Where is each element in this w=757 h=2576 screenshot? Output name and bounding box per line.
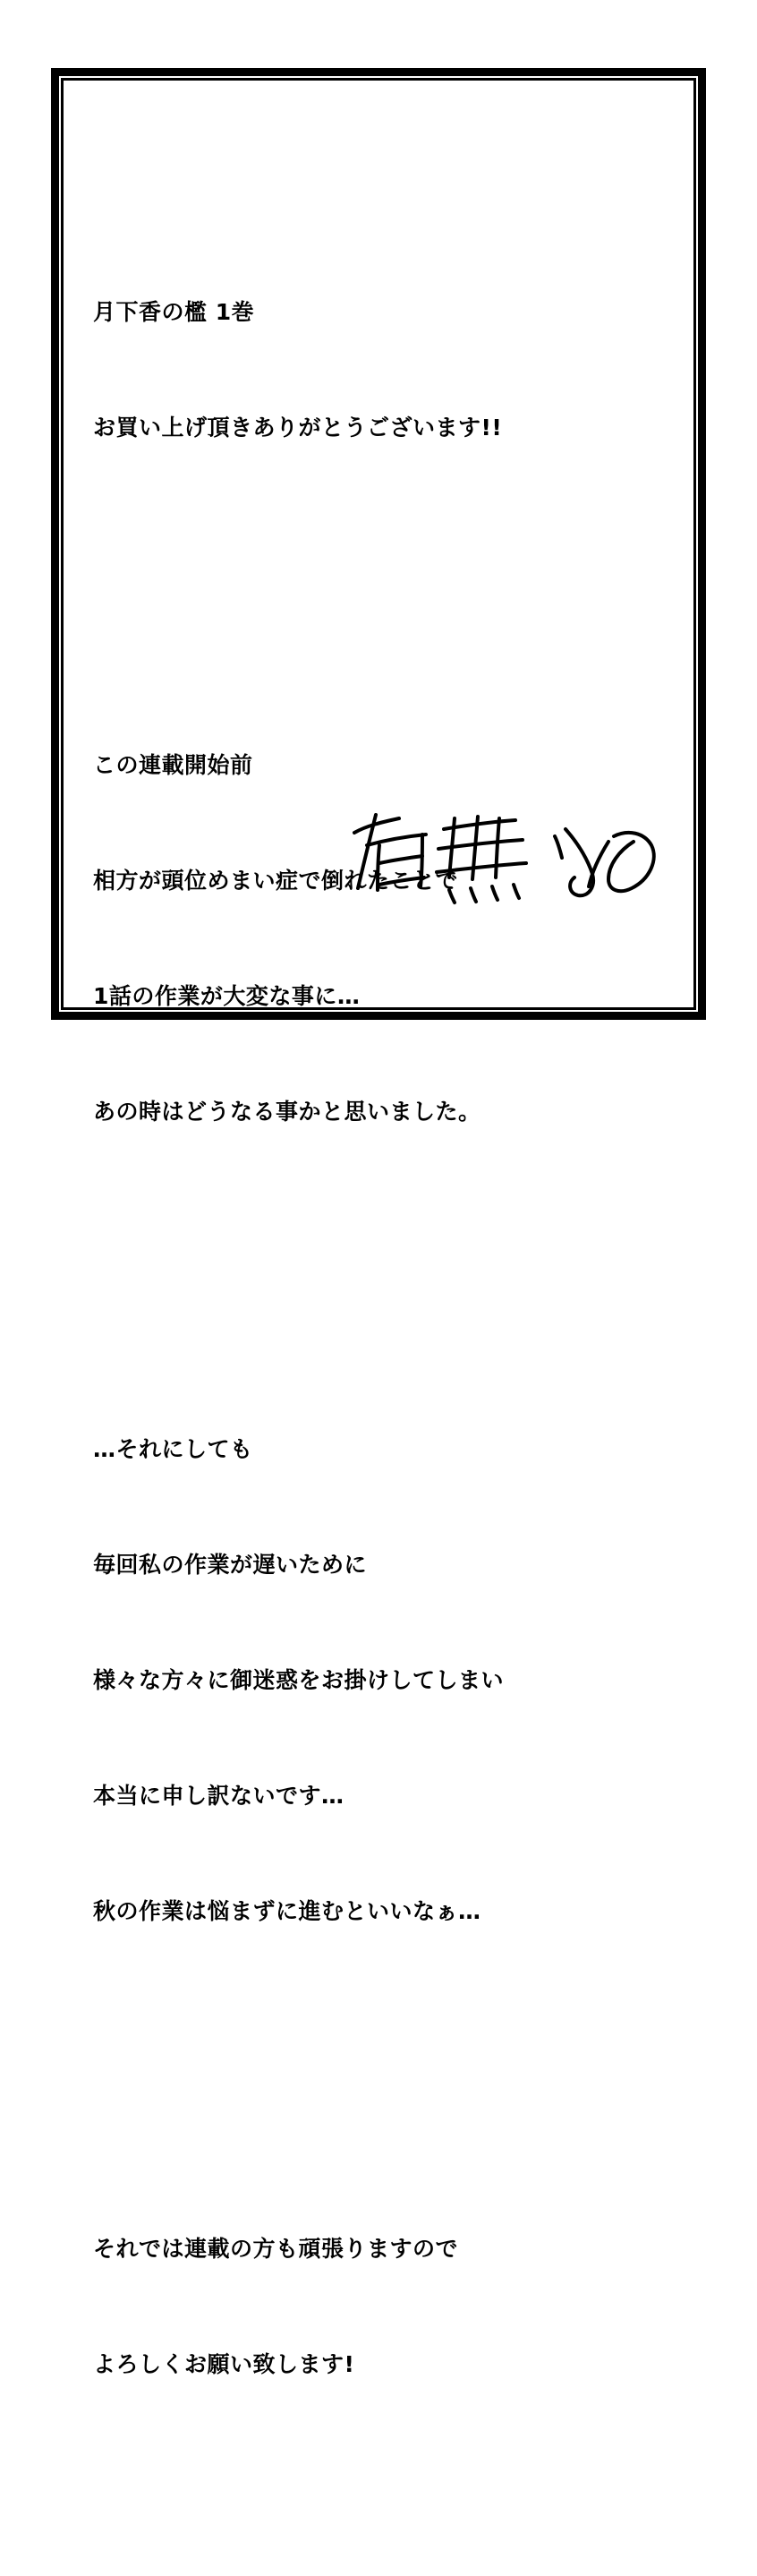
text-line: 毎回私の作業が遅いために — [93, 1552, 368, 1578]
signature-strokes — [340, 806, 662, 922]
paragraph-before-serialization — [93, 669, 666, 1208]
afterword-body — [93, 100, 666, 2576]
text-line: 本当に申し訳ないです… — [93, 1783, 344, 1809]
text-line: 1話の作業が大変な事に… — [93, 983, 361, 1009]
text-line: 秋の作業は悩まずに進むといいなぁ… — [93, 1898, 481, 1924]
paragraph-apology — [93, 1353, 666, 2007]
text-line: お買い上げ頂きありがとうございます!! — [93, 415, 503, 441]
author-signature — [340, 806, 662, 922]
text-line: 相方が頭位めまい症で倒れたことで — [93, 868, 459, 894]
text-line: あの時はどうなる事かと思いました。 — [93, 1099, 481, 1125]
text-line: 月下香の檻 1巻 — [93, 299, 255, 325]
paragraph-greeting — [93, 216, 666, 524]
text-line: それでは連載の方も頑張りますので — [93, 2236, 459, 2262]
text-line: 様々な方々に御迷惑をお掛けしてしまい — [93, 1667, 505, 1693]
text-line: この連載開始前 — [93, 752, 253, 778]
text-line: …それにしても — [93, 1436, 253, 1462]
text-line: よろしくお願い致します! — [93, 2351, 355, 2377]
paragraph-closing — [93, 2152, 666, 2460]
